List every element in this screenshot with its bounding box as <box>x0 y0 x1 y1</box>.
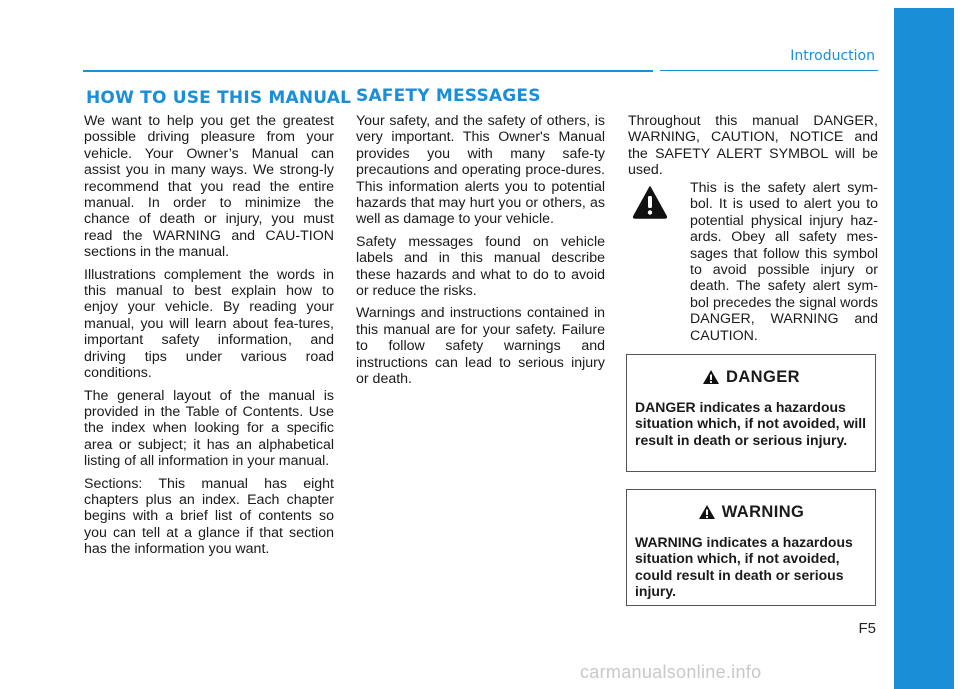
how-to-title: HOW TO USE THIS MANUAL <box>86 88 352 108</box>
signal-words-intro: Throughout this manual DANGER, WARNING, CAUTION, NOTICE and the SAFETY ALERT SYMBOL will be used. <box>628 113 878 179</box>
section-header: Introduction <box>790 48 875 64</box>
paragraph: Sections: This manual has eight chapters plus an index. Each chapter begins with a brief list of contents so you can tell at a glance if that section has the information you want. <box>84 475 334 558</box>
paragraph: Warnings and instructions contained in this manual are for your safety. Failure to follow safety warnings and instructions can lead to serious injury or death. <box>356 305 605 388</box>
danger-header <box>627 355 875 399</box>
paragraph: Illustrations complement the words in this manual to best explain how to enjoy your vehicle. By reading your manual, you will learn about fea-tures, important safety information, and driving tips under various road conditions. <box>84 266 334 382</box>
warning-triangle-icon <box>702 369 720 385</box>
safety-alert-text: This is the safety alert sym-bol. It is used to alert you to potential physical injury haz-ards. Obey all safety mes-sages that follow this symbol to avoid possible injury or death. The safety alert sym-bol precedes the signal words DANGER, WARNING and CAUTION. <box>690 180 878 344</box>
danger-label: DANGER <box>726 367 800 386</box>
warning-text: WARNING indicates a hazardous situation which, if not avoided, could result in death or serious injury. <box>635 534 853 600</box>
warning-triangle-icon <box>698 504 716 520</box>
header-rule <box>83 70 653 72</box>
watermark: carmanualsonline.info <box>580 662 762 682</box>
danger-box <box>626 354 876 472</box>
header-rule-short <box>660 70 878 71</box>
paragraph: We want to help you get the greatest possible driving pleasure from your vehicle. Your Owner’s Manual can assist you in many ways. We strong-ly recommend that you read the entire manual. In order to minimize the chance of death or injury, you must read the WARNING and CAU-TION sections in the manual. <box>84 113 334 261</box>
danger-text: DANGER indicates a hazardous situation which, if not avoided, will result in death or serious injury. <box>635 399 867 448</box>
warning-label: WARNING <box>721 502 805 521</box>
safety-alert-block <box>628 180 878 344</box>
paragraph: The general layout of the manual is provided in the Table of Contents. Use the index when looking for a specific area or subject; it has an alphabetical listing of all information in your manual. <box>84 387 334 470</box>
signal-words-column <box>628 113 878 185</box>
how-to-column <box>84 113 334 564</box>
page-number: F5 <box>858 620 876 637</box>
warning-header <box>627 490 875 534</box>
safety-column <box>356 113 605 394</box>
paragraph: Safety messages found on vehicle labels and in this manual describe these hazards and what to do to avoid or reduce the risks. <box>356 233 605 300</box>
chapter-side-tab <box>894 8 954 689</box>
safety-title: SAFETY MESSAGES <box>356 86 541 106</box>
warning-triangle-icon <box>632 185 668 219</box>
paragraph: Your safety, and the safety of others, is very important. This Owner's Manual provides you with many safe-ty precautions and operating proce-dures. This information alerts you to potential hazards that may hurt you or others, as well as damage to your vehicle. <box>356 113 605 228</box>
warning-box <box>626 489 876 606</box>
